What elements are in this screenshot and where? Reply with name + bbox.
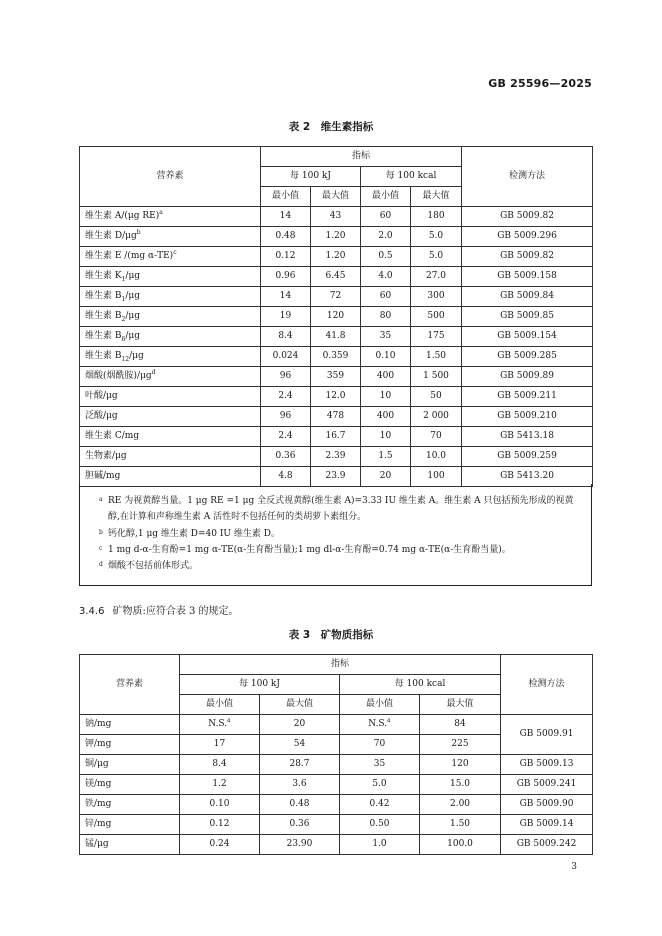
table-row <box>80 815 593 835</box>
value-cell: 10 <box>361 387 411 407</box>
value-cell: 5.0 <box>411 247 462 267</box>
value-cell: 0.10 <box>361 347 411 367</box>
value-cell: 0.024 <box>261 347 311 367</box>
value-cell: 225 <box>420 735 501 755</box>
value-cell: 500 <box>411 307 462 327</box>
value-cell: 359 <box>311 367 361 387</box>
method-cell: GB 5413.18 <box>462 427 593 447</box>
value-cell: 2 000 <box>411 407 462 427</box>
value-cell: 8.4 <box>180 755 260 775</box>
header-min: 最小值 <box>340 695 420 715</box>
nutrient-name: 维生素 $D/\mu g^b$ <box>80 227 261 247</box>
value-cell: 6.45 <box>311 267 361 287</box>
table-row <box>80 247 593 267</box>
value-cell: N.S.$^a$ <box>340 715 420 735</box>
method-cell: GB 5009.241 <box>501 775 593 795</box>
table-row <box>80 427 593 447</box>
value-cell: 14 <box>261 287 311 307</box>
table-row <box>80 347 593 367</box>
method-cell: GB 5009.13 <box>501 755 593 775</box>
method-cell: GB 5009.154 <box>462 327 593 347</box>
note-b: b 钙化醇,1 μg 维生素 D=40 IU 维生素 D。 <box>99 529 280 539</box>
header-indicator: 指标 <box>180 655 501 675</box>
header-min: 最小值 <box>261 187 311 207</box>
header-nutrient: 营养素 <box>80 147 261 207</box>
value-cell: 120 <box>420 755 501 775</box>
nutrient-name: 维生素 E /(mg α-TE)$^c$ <box>80 247 261 267</box>
value-cell: 1 500 <box>411 367 462 387</box>
value-cell: 0.12 <box>261 247 311 267</box>
value-cell: 10 <box>361 427 411 447</box>
nutrient-name: 钾/mg <box>80 735 180 755</box>
value-cell: 35 <box>361 327 411 347</box>
value-cell: 400 <box>361 367 411 387</box>
value-cell: 100.0 <box>420 835 501 855</box>
value-cell: 1.50 <box>420 815 501 835</box>
table3-caption: 表 3 矿物质指标 <box>288 629 374 641</box>
header-method: 检测方法 <box>501 655 593 715</box>
method-cell: GB 5009.211 <box>462 387 593 407</box>
method-cell: GB 5009.242 <box>501 835 593 855</box>
nutrient-name: 胆碱/mg <box>80 467 261 487</box>
method-cell: GB 5009.90 <box>501 795 593 815</box>
value-cell: 2.4 <box>261 387 311 407</box>
value-cell: 1.0 <box>340 835 420 855</box>
value-cell: 0.5 <box>361 247 411 267</box>
nutrient-name: 镁/mg <box>80 775 180 795</box>
table-row <box>80 287 593 307</box>
table-row <box>80 387 593 407</box>
method-cell: GB 5009.158 <box>462 267 593 287</box>
value-cell: 1.50 <box>411 347 462 367</box>
value-cell: 28.7 <box>260 755 340 775</box>
mineral-table <box>79 654 593 855</box>
nutrient-name: 维生素 $B_6/\mu g$ <box>80 327 261 347</box>
table-row <box>80 795 593 815</box>
header-min: 最小值 <box>180 695 260 715</box>
value-cell: 15.0 <box>420 775 501 795</box>
value-cell: 175 <box>411 327 462 347</box>
header-per-kj: 每 100 kJ <box>180 675 340 695</box>
value-cell: 5.0 <box>411 227 462 247</box>
header-indicator: 指标 <box>261 147 462 167</box>
value-cell: 17 <box>180 735 260 755</box>
value-cell: 2.39 <box>311 447 361 467</box>
note-c: c 1 mg d-α-生育酚=1 mg α-TE(α-生育酚当量);1 mg dl-α-生育酚=0.74 mg α-TE(α-生育酚当量)。 <box>99 545 511 555</box>
value-cell: 1.5 <box>361 447 411 467</box>
value-cell: 3.6 <box>260 775 340 795</box>
standard-code: GB 25596—2025 <box>488 77 592 90</box>
header-nutrient: 营养素 <box>80 655 180 715</box>
value-cell: 84 <box>420 715 501 735</box>
nutrient-name: 维生素 $B_{12}/\mu g$ <box>80 347 261 367</box>
value-cell: 180 <box>411 207 462 227</box>
nutrient-name: 铜/μg <box>80 755 180 775</box>
value-cell: 19 <box>261 307 311 327</box>
method-cell: GB 5009.89 <box>462 367 593 387</box>
value-cell: 12.0 <box>311 387 361 407</box>
value-cell: 1.20 <box>311 227 361 247</box>
nutrient-name: 锌/mg <box>80 815 180 835</box>
method-cell: GB 5009.210 <box>462 407 593 427</box>
value-cell: 10.0 <box>411 447 462 467</box>
value-cell: 300 <box>411 287 462 307</box>
method-cell: GB 5009.82 <box>462 247 593 267</box>
value-cell: 478 <box>311 407 361 427</box>
method-cell: GB 5009.259 <box>462 447 593 467</box>
value-cell: 0.24 <box>180 835 260 855</box>
value-cell: 23.9 <box>311 467 361 487</box>
value-cell: 80 <box>361 307 411 327</box>
value-cell: 0.10 <box>180 795 260 815</box>
value-cell: 0.12 <box>180 815 260 835</box>
value-cell: 0.96 <box>261 267 311 287</box>
clause-3-4-6 <box>79 602 239 617</box>
value-cell: 2.00 <box>420 795 501 815</box>
nutrient-name: 烟酸(烟酰胺)$/\mu g^d$ <box>80 367 261 387</box>
value-cell: N.S.$^a$ <box>180 715 260 735</box>
value-cell: 72 <box>311 287 361 307</box>
method-cell: GB 5009.91 <box>501 715 593 755</box>
value-cell: 35 <box>340 755 420 775</box>
value-cell: 27.0 <box>411 267 462 287</box>
nutrient-name: 维生素 $K_1/\mu g$ <box>80 267 261 287</box>
table-row <box>80 267 593 287</box>
value-cell: 0.42 <box>340 795 420 815</box>
method-cell: GB 5413.20 <box>462 467 593 487</box>
nutrient-name: 泛酸/μg <box>80 407 261 427</box>
value-cell: 120 <box>311 307 361 327</box>
nutrient-name: 维生素 C/mg <box>80 427 261 447</box>
value-cell: 14 <box>261 207 311 227</box>
table-row <box>80 207 593 227</box>
header-max: 最大值 <box>411 187 462 207</box>
table-row <box>80 775 593 795</box>
value-cell: 41.8 <box>311 327 361 347</box>
value-cell: 4.8 <box>261 467 311 487</box>
value-cell: 0.48 <box>260 795 340 815</box>
value-cell: 16.7 <box>311 427 361 447</box>
header-max: 最大值 <box>420 695 501 715</box>
table-row <box>80 835 593 855</box>
table2-caption: 表 2 维生素指标 <box>288 121 374 133</box>
table-row <box>80 755 593 775</box>
table-row <box>80 407 593 427</box>
value-cell: 20 <box>361 467 411 487</box>
value-cell: 50 <box>411 387 462 407</box>
value-cell: 0.48 <box>261 227 311 247</box>
header-per-kj: 每 100 kJ <box>261 167 361 187</box>
nutrient-name: 维生素 A/(μg RE)$^a$ <box>80 207 261 227</box>
value-cell: 70 <box>411 427 462 447</box>
value-cell: 8.4 <box>261 327 311 347</box>
nutrient-name: 叶酸/μg <box>80 387 261 407</box>
header-max: 最大值 <box>311 187 361 207</box>
clause-number: 3.4.6 <box>79 606 105 617</box>
value-cell: 70 <box>340 735 420 755</box>
table-row <box>80 447 593 467</box>
header-method: 检测方法 <box>462 147 593 207</box>
table-row <box>80 367 593 387</box>
clause-text: 矿物质:应符合表 3 的规定。 <box>112 606 239 617</box>
vitamin-table <box>79 146 593 487</box>
value-cell: 1.20 <box>311 247 361 267</box>
value-cell: 54 <box>260 735 340 755</box>
nutrient-name: 维生素 $B_1/\mu g$ <box>80 287 261 307</box>
header-min: 最小值 <box>361 187 411 207</box>
method-cell: GB 5009.296 <box>462 227 593 247</box>
method-cell: GB 5009.85 <box>462 307 593 327</box>
note-d: d 烟酸不包括前体形式。 <box>99 561 199 571</box>
nutrient-name: 锰/μg <box>80 835 180 855</box>
table-row <box>80 227 593 247</box>
value-cell: 96 <box>261 407 311 427</box>
value-cell: 20 <box>260 715 340 735</box>
value-cell: 0.36 <box>261 447 311 467</box>
value-cell: 400 <box>361 407 411 427</box>
header-max: 最大值 <box>260 695 340 715</box>
table-row <box>80 715 593 735</box>
nutrient-name: 生物素/μg <box>80 447 261 467</box>
value-cell: 60 <box>361 207 411 227</box>
value-cell: 0.359 <box>311 347 361 367</box>
value-cell: 1.2 <box>180 775 260 795</box>
value-cell: 2.4 <box>261 427 311 447</box>
table-row <box>80 307 593 327</box>
nutrient-name: 维生素 $B_2/\mu g$ <box>80 307 261 327</box>
page-number: 3 <box>571 862 577 872</box>
table2-notes <box>79 484 592 586</box>
value-cell: 96 <box>261 367 311 387</box>
value-cell: 60 <box>361 287 411 307</box>
value-cell: 0.36 <box>260 815 340 835</box>
header-per-kcal: 每 100 kcal <box>361 167 462 187</box>
nutrient-name: 钠/mg <box>80 715 180 735</box>
method-cell: GB 5009.84 <box>462 287 593 307</box>
note-a: a RE 为视黄醇当量。1 μg RE =1 μg 全反式视黄醇(维生素 A)=3.33 IU 维生素 A。维生素 A 只包括预先形成的视黄醇,在计算和声称维生素 A 活性时不包括任何的类胡萝卜素组分。 <box>99 496 574 522</box>
header-per-kcal: 每 100 kcal <box>340 675 501 695</box>
method-cell: GB 5009.82 <box>462 207 593 227</box>
value-cell: 5.0 <box>340 775 420 795</box>
value-cell: 4.0 <box>361 267 411 287</box>
value-cell: 0.50 <box>340 815 420 835</box>
value-cell: 43 <box>311 207 361 227</box>
value-cell: 100 <box>411 467 462 487</box>
method-cell: GB 5009.14 <box>501 815 593 835</box>
table-row <box>80 327 593 347</box>
value-cell: 23.90 <box>260 835 340 855</box>
nutrient-name: 铁/mg <box>80 795 180 815</box>
value-cell: 2.0 <box>361 227 411 247</box>
method-cell: GB 5009.285 <box>462 347 593 367</box>
